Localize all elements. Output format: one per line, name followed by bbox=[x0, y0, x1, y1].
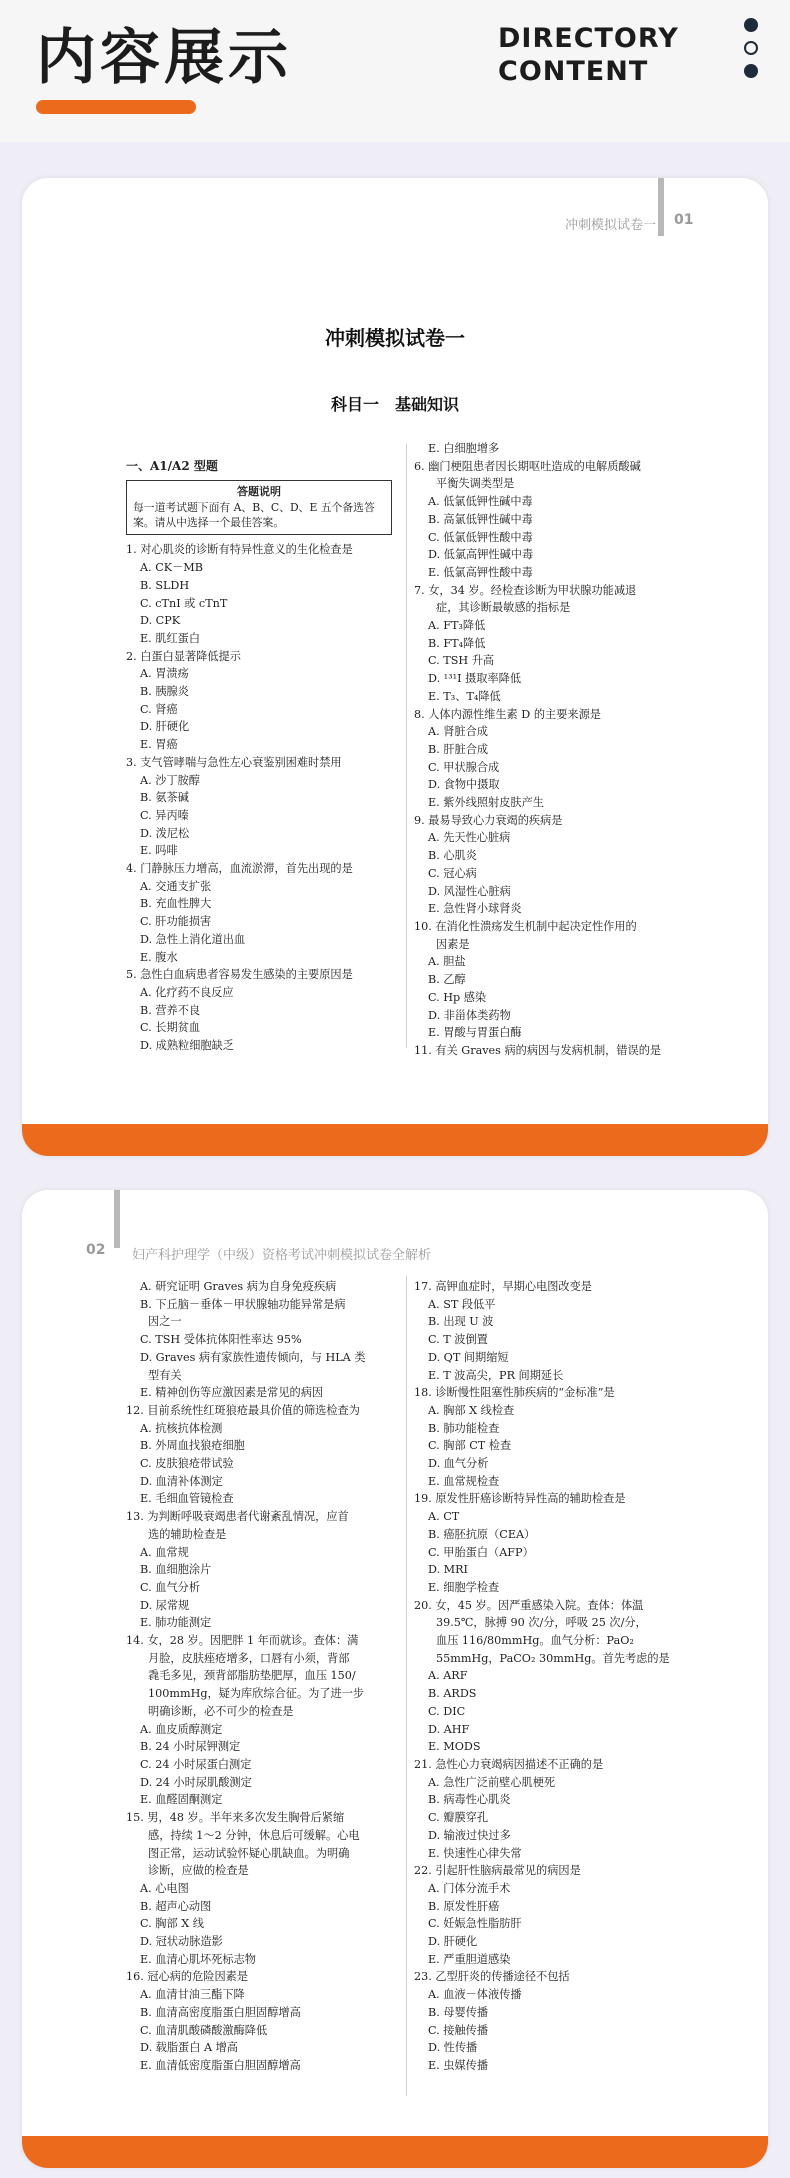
answer-option: B. 下丘脑－垂体－甲状腺轴功能异常是病 bbox=[140, 1297, 346, 1311]
answer-option: B. FT₄降低 bbox=[428, 636, 486, 650]
answer-option: D. CPK bbox=[140, 614, 181, 628]
header-title: 内容展示 bbox=[36, 23, 292, 93]
question-stem: 3. 支气管哮喘与急性左心衰鉴别困难时禁用 bbox=[126, 755, 342, 769]
answer-option: E. MODS bbox=[428, 1740, 481, 1754]
card-footer-bar bbox=[22, 2136, 768, 2168]
question-stem: 23. 乙型肝炎的传播途径不包括 bbox=[414, 1970, 570, 1984]
answer-option: C. 接触传播 bbox=[428, 2023, 489, 2037]
question-stem: 6. 幽门梗阻患者因长期呕吐造成的电解质酸碱 bbox=[414, 459, 641, 473]
answer-option: C. 冠心病 bbox=[428, 866, 477, 880]
question-column-left bbox=[126, 458, 408, 1055]
question-stem-continued: 39.5℃，脉搏 90 次/分，呼吸 25 次/分， bbox=[436, 1616, 647, 1630]
dot-icon bbox=[744, 64, 758, 78]
answer-option: B. 超声心动图 bbox=[140, 1899, 212, 1913]
answer-option: E. 腹水 bbox=[140, 950, 178, 964]
answer-option: D. 血气分析 bbox=[428, 1457, 489, 1471]
question-column-left bbox=[126, 1278, 408, 2075]
question-stem: 4. 门静脉压力增高，血流淤滞，首先出现的是 bbox=[126, 862, 353, 876]
question-stem-continued: 选的辅助检查是 bbox=[148, 1527, 227, 1541]
answer-option: E. 肌红蛋白 bbox=[140, 631, 201, 645]
answer-option: A. 急性广泛前壁心肌梗死 bbox=[428, 1775, 556, 1789]
answer-option: C. 肝功能损害 bbox=[140, 915, 212, 929]
answer-option: A. 先天性心脏病 bbox=[428, 831, 511, 845]
answer-option: A. 心电图 bbox=[140, 1881, 189, 1895]
answer-option: C. 异丙嗪 bbox=[140, 808, 189, 822]
paper-subtitle: 科目一 基础知识 bbox=[330, 395, 459, 414]
answer-option: D. 输液过快过多 bbox=[428, 1828, 511, 1842]
header-accent-bar bbox=[36, 100, 196, 114]
answer-option: E. 虫媒传播 bbox=[428, 2058, 489, 2072]
answer-option: E. 紫外线照射皮肤产生 bbox=[428, 796, 544, 810]
answer-option: A. 血皮质醇测定 bbox=[140, 1722, 223, 1736]
paper-title: 冲刺模拟试卷一 bbox=[325, 326, 465, 350]
page-header bbox=[0, 0, 790, 142]
section-heading: 一、A1/A2 型题 bbox=[126, 459, 218, 473]
column-divider bbox=[406, 1276, 407, 2096]
answer-option: C. 肾癌 bbox=[140, 702, 178, 716]
answer-option: A. CT bbox=[428, 1510, 460, 1524]
answer-option: B. 充血性脾大 bbox=[140, 897, 212, 911]
answer-option: B. 癌胚抗原（CEA） bbox=[428, 1527, 536, 1541]
question-stem-continued: 平衡失调类型是 bbox=[436, 477, 515, 491]
answer-option: E. 胃酸与胃蛋白酶 bbox=[428, 1026, 522, 1040]
question-stem-continued: 月脸，皮肤痤疮增多，口唇有小须，背部 bbox=[148, 1651, 350, 1665]
question-stem: 22. 引起肝性脑病最常见的病因是 bbox=[414, 1864, 581, 1878]
answer-option: E. 胃癌 bbox=[140, 738, 178, 752]
header-english-title bbox=[498, 22, 679, 88]
answer-option: B. 营养不良 bbox=[140, 1003, 201, 1017]
answer-option: E. 快速性心律失常 bbox=[428, 1846, 522, 1860]
dot-ring-icon bbox=[744, 41, 758, 55]
answer-option: B. 氨茶碱 bbox=[140, 791, 189, 805]
answer-option: C. 瓣膜穿孔 bbox=[428, 1811, 489, 1825]
running-head: 冲刺模拟试卷一 bbox=[564, 218, 656, 233]
question-stem-continued: 明确诊断，必不可少的检查是 bbox=[148, 1704, 294, 1718]
answer-option: B. 心肌炎 bbox=[428, 849, 477, 863]
answer-option: D. 肝硬化 bbox=[428, 1935, 478, 1949]
answer-option: A. 门体分流手术 bbox=[428, 1881, 511, 1895]
answer-option: D. 风湿性心脏病 bbox=[428, 884, 511, 898]
answer-option: B. 出现 U 波 bbox=[428, 1315, 494, 1329]
answer-option: A. 研究证明 Graves 病为自身免疫疾病 bbox=[140, 1280, 337, 1293]
answer-option: B. 24 小时尿钾测定 bbox=[140, 1740, 241, 1754]
answer-option: C. 低氯低钾性酸中毒 bbox=[428, 530, 533, 544]
answer-option: C. TSH 受体抗体阳性率达 95% bbox=[140, 1333, 302, 1347]
answer-option: C. TSH 升高 bbox=[428, 654, 495, 668]
answer-option: B. 外周血找狼疮细胞 bbox=[140, 1439, 245, 1453]
answer-option: E. 严重胆道感染 bbox=[428, 1952, 511, 1966]
answer-option: E. 急性肾小球肾炎 bbox=[428, 902, 522, 916]
answer-option: B. SLDH bbox=[140, 578, 190, 592]
answer-option: C. 血清肌酸磷酸激酶降低 bbox=[140, 2023, 268, 2037]
answer-option: D. AHF bbox=[428, 1722, 470, 1736]
running-head: 妇产科护理学（中级）资格考试冲刺模拟试卷全解析 bbox=[132, 1248, 432, 1263]
answer-option: D. 肝硬化 bbox=[140, 720, 190, 734]
question-stem-continued: 图正常，运动试验怀疑心肌缺血。为明确 bbox=[148, 1846, 350, 1860]
answer-option: C. 长期贫血 bbox=[140, 1021, 201, 1035]
answer-option: D. 24 小时尿肌酸测定 bbox=[140, 1775, 252, 1789]
answer-option: A. 化疗药不良反应 bbox=[140, 985, 234, 999]
question-stem-continued: 因之一 bbox=[148, 1315, 182, 1329]
question-stem: 20. 女，45 岁。因严重感染入院。查体：体温 bbox=[414, 1598, 644, 1612]
answer-option: E. 血醛固酮测定 bbox=[140, 1793, 223, 1807]
answer-option: A. 肾脏合成 bbox=[428, 725, 488, 739]
answer-option: E. 吗啡 bbox=[140, 844, 178, 858]
column-divider bbox=[406, 444, 407, 1048]
question-stem-continued: 症，其诊断最敏感的指标是 bbox=[436, 601, 571, 615]
answer-option: A. 胸部 X 线检查 bbox=[428, 1403, 515, 1417]
instruction-box bbox=[126, 480, 392, 536]
answer-option: D. 性传播 bbox=[428, 2041, 478, 2055]
dot-indicator bbox=[744, 18, 758, 87]
answer-option: E. 血常规检查 bbox=[428, 1474, 500, 1488]
answer-option: B. 母婴传播 bbox=[428, 2005, 489, 2019]
answer-option: A. 胆盐 bbox=[428, 955, 466, 969]
question-stem-continued: 感，持续 1～2 分钟，休息后可缓解。心电 bbox=[148, 1828, 360, 1842]
answer-option: D. MRI bbox=[428, 1563, 468, 1577]
header-en-line2: CONTENT bbox=[498, 56, 649, 87]
answer-option: D. QT 间期缩短 bbox=[428, 1350, 509, 1364]
answer-option: A. FT₃降低 bbox=[428, 619, 486, 633]
question-stem-continued: 型有关 bbox=[148, 1368, 182, 1382]
question-column-right bbox=[414, 440, 714, 1060]
question-stem: 2. 白蛋白显著降低提示 bbox=[126, 649, 241, 663]
answer-option: D. 载脂蛋白 A 增高 bbox=[140, 2041, 238, 2055]
book-page-1 bbox=[22, 178, 768, 1156]
answer-option: D. 泼尼松 bbox=[140, 826, 190, 840]
answer-option: E. 细胞学检查 bbox=[428, 1580, 500, 1594]
answer-option: C. 胸部 X 线 bbox=[140, 1917, 204, 1931]
instruction-body: 每一道考试题下面有 A、B、C、D、E 五个备选答案。请从中选择一个最佳答案。 bbox=[133, 501, 375, 530]
running-head-bar bbox=[114, 1190, 120, 1248]
answer-option: B. 肝脏合成 bbox=[428, 742, 489, 756]
answer-option: E. 精神创伤等应激因素是常见的病因 bbox=[140, 1386, 324, 1400]
answer-option: A. ST 段低平 bbox=[428, 1297, 496, 1311]
question-stem: 16. 冠心病的危险因素是 bbox=[126, 1970, 249, 1984]
answer-option: B. 病毒性心肌炎 bbox=[428, 1793, 511, 1807]
question-stem: 15. 男，48 岁。半年来多次发生胸骨后紧缩 bbox=[126, 1811, 345, 1825]
answer-option: C. 妊娠急性脂肪肝 bbox=[428, 1917, 522, 1931]
question-stem: 17. 高钾血症时，早期心电图改变是 bbox=[414, 1280, 592, 1293]
book-page-2 bbox=[22, 1190, 768, 2168]
answer-option: E. 白细胞增多 bbox=[428, 442, 500, 455]
question-stem: 8. 人体内源性维生素 D 的主要来源是 bbox=[414, 707, 601, 721]
question-stem: 11. 有关 Graves 病的病因与发病机制，错误的是 bbox=[414, 1043, 662, 1057]
question-column-right bbox=[414, 1278, 714, 2075]
answer-option: E. 血清低密度脂蛋白胆固醇增高 bbox=[140, 2058, 301, 2072]
question-stem: 14. 女，28 岁。因肥胖 1 年而就诊。查体：满 bbox=[126, 1634, 359, 1648]
question-stem-continued: 血压 116/80mmHg。血气分析：PaO₂ bbox=[436, 1634, 634, 1648]
instruction-title: 答题说明 bbox=[237, 484, 281, 498]
answer-option: C. 皮肤狼疮带试验 bbox=[140, 1457, 234, 1471]
question-stem: 12. 目前系统性红斑狼疮最具价值的筛选检查为 bbox=[126, 1403, 360, 1417]
answer-option: C. 胸部 CT 检查 bbox=[428, 1439, 512, 1453]
dot-icon bbox=[744, 18, 758, 32]
question-stem: 7. 女，34 岁。经检查诊断为甲状腺功能减退 bbox=[414, 583, 637, 597]
answer-option: A. 低氯低钾性碱中毒 bbox=[428, 495, 533, 509]
answer-option: D. 急性上消化道出血 bbox=[140, 932, 246, 946]
answer-option: A. 血清甘油三酯下降 bbox=[140, 1988, 245, 2002]
header-en-line1: DIRECTORY bbox=[498, 23, 679, 54]
answer-option: D. Graves 病有家族性遗传倾向，与 HLA 类 bbox=[140, 1350, 366, 1364]
answer-option: E. 毛细血管镜检查 bbox=[140, 1492, 234, 1506]
page-number: 01 bbox=[674, 212, 694, 228]
running-head-bar bbox=[658, 178, 664, 236]
answer-option: D. 冠状动脉造影 bbox=[140, 1935, 223, 1949]
question-stem: 19. 原发性肝癌诊断特异性高的辅助检查是 bbox=[414, 1492, 626, 1506]
answer-option: A. CK－MB bbox=[140, 561, 203, 575]
answer-option: A. ARF bbox=[428, 1669, 468, 1683]
answer-option: C. cTnI 或 cTnT bbox=[140, 596, 228, 610]
question-stem-continued: 毳毛多见，颈背部脂肪垫肥厚，血压 150/ bbox=[148, 1669, 356, 1683]
question-stem: 10. 在消化性溃疡发生机制中起决定性作用的 bbox=[414, 919, 637, 933]
question-stem: 9. 最易导致心力衰竭的疾病是 bbox=[414, 813, 563, 827]
question-stem-continued: 100mmHg，疑为库欣综合征。为了进一步 bbox=[148, 1687, 365, 1701]
answer-option: D. 血清补体测定 bbox=[140, 1474, 223, 1488]
answer-option: A. 胃溃疡 bbox=[140, 667, 189, 681]
answer-option: A. 血常规 bbox=[140, 1545, 189, 1559]
answer-option: A. 血液－体液传播 bbox=[428, 1988, 522, 2002]
answer-option: A. 沙丁胺醇 bbox=[140, 773, 200, 787]
question-stem-continued: 因素是 bbox=[436, 937, 470, 951]
answer-option: B. 乙醇 bbox=[428, 973, 466, 987]
answer-option: D. 成熟粒细胞缺乏 bbox=[140, 1039, 234, 1053]
answer-option: B. 血细胞涂片 bbox=[140, 1563, 212, 1577]
answer-option: C. 甲状腺合成 bbox=[428, 760, 500, 774]
answer-option: B. 原发性肝癌 bbox=[428, 1899, 500, 1913]
answer-option: D. 食物中摄取 bbox=[428, 778, 500, 792]
answer-option: E. T 波高尖，PR 间期延长 bbox=[428, 1368, 564, 1382]
answer-option: D. 低氯高钾性碱中毒 bbox=[428, 548, 534, 562]
answer-option: E. T₃、T₄降低 bbox=[428, 689, 501, 703]
answer-option: A. 抗核抗体检测 bbox=[140, 1421, 223, 1435]
answer-option: C. DIC bbox=[428, 1704, 466, 1718]
question-stem-continued: 诊断，应做的检查是 bbox=[148, 1864, 249, 1878]
answer-option: B. 肺功能检查 bbox=[428, 1421, 500, 1435]
answer-option: E. 血清心肌坏死标志物 bbox=[140, 1952, 256, 1966]
answer-option: B. 血清高密度脂蛋白胆固醇增高 bbox=[140, 2005, 301, 2019]
question-stem: 5. 急性白血病患者容易发生感染的主要原因是 bbox=[126, 968, 353, 982]
answer-option: B. 高氯低钾性碱中毒 bbox=[428, 512, 533, 526]
answer-option: A. 交通支扩张 bbox=[140, 879, 212, 893]
card-footer-bar bbox=[22, 1124, 768, 1156]
answer-option: D. 非甾体类药物 bbox=[428, 1008, 511, 1022]
answer-option: C. 甲胎蛋白（AFP） bbox=[428, 1545, 534, 1559]
answer-option: D. ¹³¹I 摄取率降低 bbox=[428, 672, 522, 686]
question-stem: 18. 诊断慢性阻塞性肺疾病的“金标准”是 bbox=[414, 1386, 615, 1400]
question-stem-continued: 55mmHg，PaCO₂ 30mmHg。首先考虑的是 bbox=[436, 1651, 670, 1665]
answer-option: B. ARDS bbox=[428, 1687, 477, 1701]
question-stem: 13. 为判断呼吸衰竭患者代谢紊乱情况，应首 bbox=[126, 1510, 349, 1524]
answer-option: C. Hp 感染 bbox=[428, 990, 487, 1004]
answer-option: B. 胰腺炎 bbox=[140, 685, 189, 699]
page-number: 02 bbox=[86, 1242, 106, 1258]
answer-option: E. 低氯高钾性酸中毒 bbox=[428, 565, 533, 579]
answer-option: D. 尿常规 bbox=[140, 1598, 190, 1612]
question-stem: 1. 对心肌炎的诊断有特异性意义的生化检查是 bbox=[126, 543, 353, 557]
question-stem: 21. 急性心力衰竭病因描述不正确的是 bbox=[414, 1757, 604, 1771]
answer-option: C. T 波倒置 bbox=[428, 1333, 488, 1347]
answer-option: E. 肺功能测定 bbox=[140, 1616, 212, 1630]
answer-option: C. 24 小时尿蛋白测定 bbox=[140, 1757, 252, 1771]
answer-option: C. 血气分析 bbox=[140, 1580, 201, 1594]
